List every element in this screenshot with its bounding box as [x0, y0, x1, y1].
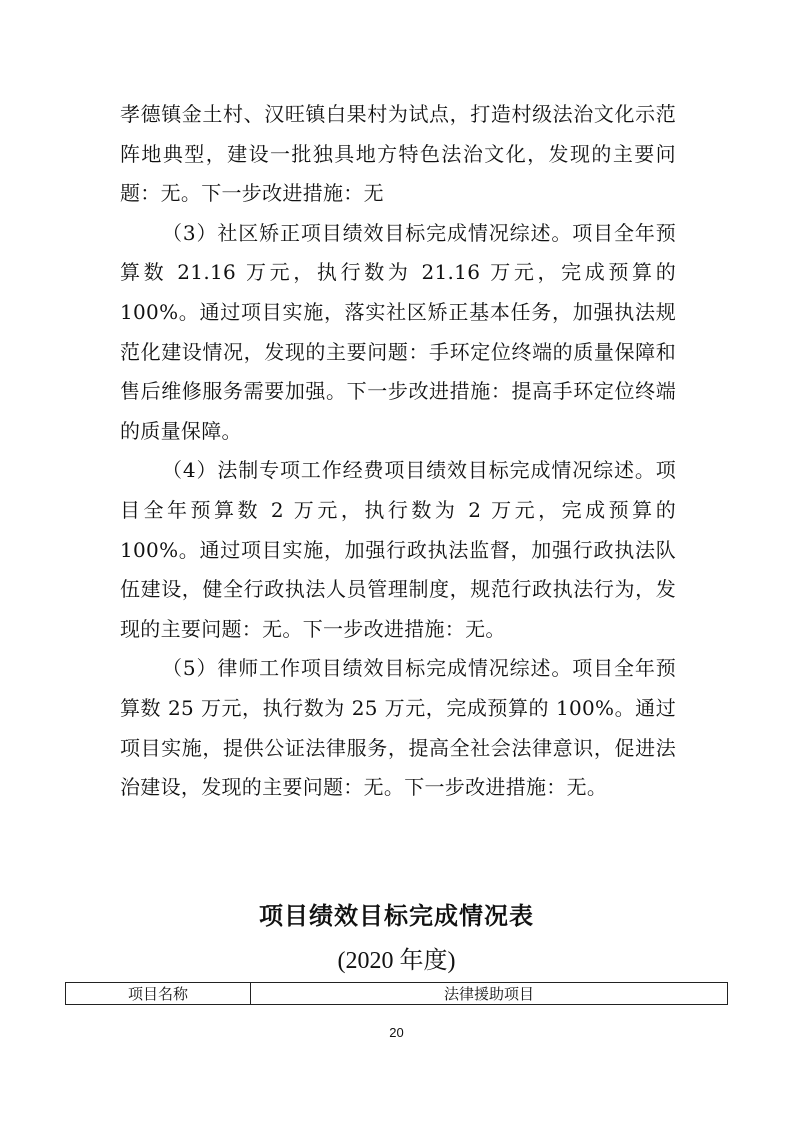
- paragraph-1: 孝德镇金土村、汉旺镇白果村为试点，打造村级法治文化示范阵地典型，建设一批独具地方特色法治文化，发现的主要问题：无。下一步改进措施：无: [120, 102, 676, 206]
- performance-table: [65, 982, 728, 1005]
- page-number: 20: [389, 1025, 404, 1040]
- table-title: 项目绩效目标完成情况表: [259, 902, 534, 930]
- project-name-label: 项目名称: [66, 983, 251, 1005]
- table-row: [66, 983, 728, 1005]
- table-year: (2020 年度): [337, 948, 456, 974]
- paragraph-2: （3）社区矫正项目绩效目标完成情况综述。项目全年预算数 21.16 万元，执行数为 21.16 万元，完成预算的 100%。通过项目实施，落实社区矫正基本任务，加强执法规范化建设情况，发现的主要问题：手环定位终端的质量保障和售后维修服务需要加强。下一步改进措施：提高手环定位终端的质量保障。: [120, 220, 676, 443]
- paragraph-3: （4）法制专项工作经费项目绩效目标完成情况综述。项目全年预算数 2 万元，执行数为 2 万元，完成预算的 100%。通过项目实施，加强行政执法监督，加强行政执法队伍建设，健全行政执法人员管理制度，规范行政执法行为，发现的主要问题：无。下一步改进措施：无。: [120, 458, 676, 641]
- project-name-value: 法律援助项目: [251, 983, 728, 1005]
- body-text: [120, 95, 676, 808]
- paragraph-4: （5）律师工作项目绩效目标完成情况综述。项目全年预算数 25 万元，执行数为 25 万元，完成预算的 100%。通过项目实施，提供公证法律服务，提高全社会法律意识，促进法治建设，发现的主要问题：无。下一步改进措施：无。: [120, 656, 676, 800]
